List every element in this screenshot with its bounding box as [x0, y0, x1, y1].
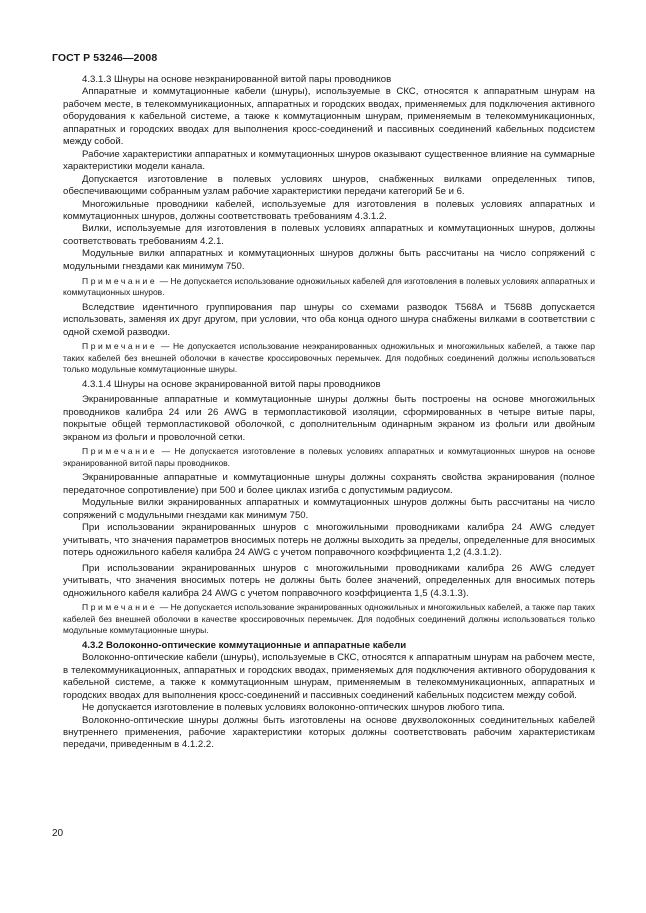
paragraph: Вследствие идентичного группирования пар шнуры со схемами разводок T568A и T568B допускается использовать, заменяя их друг другом, при условии, что оба конца одного шнура снабжены вилками в соответствии с одной схемой разводки.	[63, 301, 595, 338]
paragraph: Не допускается изготовление в полевых условиях волоконно-оптических шнуров любого типа.	[82, 702, 505, 714]
paragraph: Экранированные аппаратные и коммутационные шнуры должны сохранять свойства экранирования (полное передаточное сопротивление) при 500 и более циклах изгиба с допустимым радиусом.	[63, 472, 595, 496]
paragraph: При использовании экранированных шнуров с многожильными проводниками калибра 24 AWG следует учитывать, что значения параметров вносимых потерь не должны выходить за пределы, определенные для вносимых потерь одножильного кабеля калибра 24 AWG с учетом поправочного коэффициента 1,2 (4.3.1.2).	[63, 522, 595, 559]
note-label: Примечание	[82, 341, 158, 352]
section-heading: 4.3.1.4 Шнуры на основе экранированной витой пары проводников	[82, 378, 381, 390]
paragraph: Модульные вилки экранированных аппаратных и коммутационных шнуров должны быть рассчитаны на число сопряжений с модульными гнездами как минимум 750.	[63, 497, 595, 521]
paragraph: Допускается изготовление в полевых условиях шнуров, снабженных вилками определенных типов, обеспечивающими собранным узлам рабочие характеристики передачи категорий 5е и 6.	[63, 173, 595, 198]
page-number: 20	[52, 828, 64, 839]
note-text: — Не допускается использование одножильных кабелей для изготовления в полевых условиях аппаратных и коммутационных шнуров.	[63, 275, 595, 298]
document-body	[63, 74, 595, 752]
paragraph: Волоконно-оптические шнуры должны быть изготовлены на основе двухволоконных соединительных кабелей внутреннего применения, рабочие характеристики которых должны соответствовать рабочим характеристикам передачи, приведенным в 4.1.2.2.	[63, 714, 595, 751]
note-text: — Не допускается использование неэкранированных одножильных и многожильных кабелей, а также пар таких кабелей без внешней оболочки в качестве кроссировочных перемычек. Для подобных соединений должны использоваться только модульные коммутационные шнуры.	[63, 341, 595, 375]
paragraph: Рабочие характеристики аппаратных и коммутационных шнуров оказывают существенное влияние на суммарные характеристики модели канала.	[63, 148, 595, 173]
note	[63, 446, 595, 469]
paragraph: При использовании экранированных шнуров с многожильными проводниками калибра 26 AWG следует учитывать, что значения вносимых потерь не должны быть более значений, определенных для вносимых потерь одножильного кабеля калибра 24 AWG с учетом поправочного коэффициента 1,5 (4.3.1.3).	[63, 562, 595, 599]
paragraph: Вилки, используемые для изготовления в полевых условиях аппаратных и коммутационных шнуров, должны соответствовать требованиям 4.2.1.	[63, 223, 595, 247]
note	[63, 341, 595, 375]
section-heading-bold: 4.3.2 Волоконно-оптические коммутационные и аппаратные кабели	[82, 639, 407, 651]
note-label: Примечание	[82, 602, 158, 613]
note-label: Примечание	[82, 446, 158, 457]
paragraph: Аппаратные и коммутационные кабели (шнуры), используемые в СКС, относятся к аппаратным шнурам на рабочем месте, в телекоммуникационных, аппаратных и городских вводах, применяемых для подключения активного оборудования к кабельной системе, а также к коммутационным шнурам, применяемым в телекоммуникационных, аппаратных и городских вводах для выполнения кросс-соединений и пассивных соединений кабельных подсистем между собой.	[63, 86, 595, 148]
paragraph: Многожильные проводники кабелей, используемые для изготовления в полевых условиях аппаратных и коммутационных шнуров, должны соответствовать требованиям 4.3.1.2.	[63, 198, 595, 222]
paragraph: Модульные вилки аппаратных и коммутационных шнуров должны быть рассчитаны на число сопряжений с модульными гнездами как минимум 750.	[63, 248, 595, 272]
note-label: Примечание	[82, 275, 158, 286]
note	[63, 276, 595, 299]
paragraph: Волоконно-оптические кабели (шнуры), используемые в СКС, относятся к аппаратным шнурам на рабочем месте, в телекоммуникационных, аппаратных и городских вводах, применяемых для подключения активного оборудования к кабельной системе, а также к коммутационным шнурам, применяемым в телекоммуникационных, аппаратных и городских вводах для выполнения кросс-соединений и пассивных соединений кабельных подсистем между собой.	[63, 652, 595, 701]
paragraph: Экранированные аппаратные и коммутационные шнуры должны быть построены на основе многожильных проводников калибра 24 или 26 AWG в термопластиковой изоляции, сформированных в четыре витые пары, покрытые общей термопластиковой оболочкой, с дополнительным одинарным экраном из фольги или двойным экраном из фольги и проволочной сетки.	[63, 394, 595, 443]
document-header: ГОСТ Р 53246—2008	[52, 52, 158, 64]
note-text: — Не допускается использование экранированных одножильных и многожильных кабелей, а также пар таких кабелей без внешней оболочки в качестве кроссировочных перемычек. Для подобных соединений должны использоваться только модульные коммутационные шнуры.	[63, 602, 595, 636]
note-text: — Не допускается изготовление в полевых условиях аппаратных и коммутационных шнуров на основе экранированной витой пары проводников.	[63, 446, 595, 468]
section-heading: 4.3.1.3 Шнуры на основе неэкранированной витой пары проводников	[82, 74, 392, 85]
note	[63, 602, 595, 636]
